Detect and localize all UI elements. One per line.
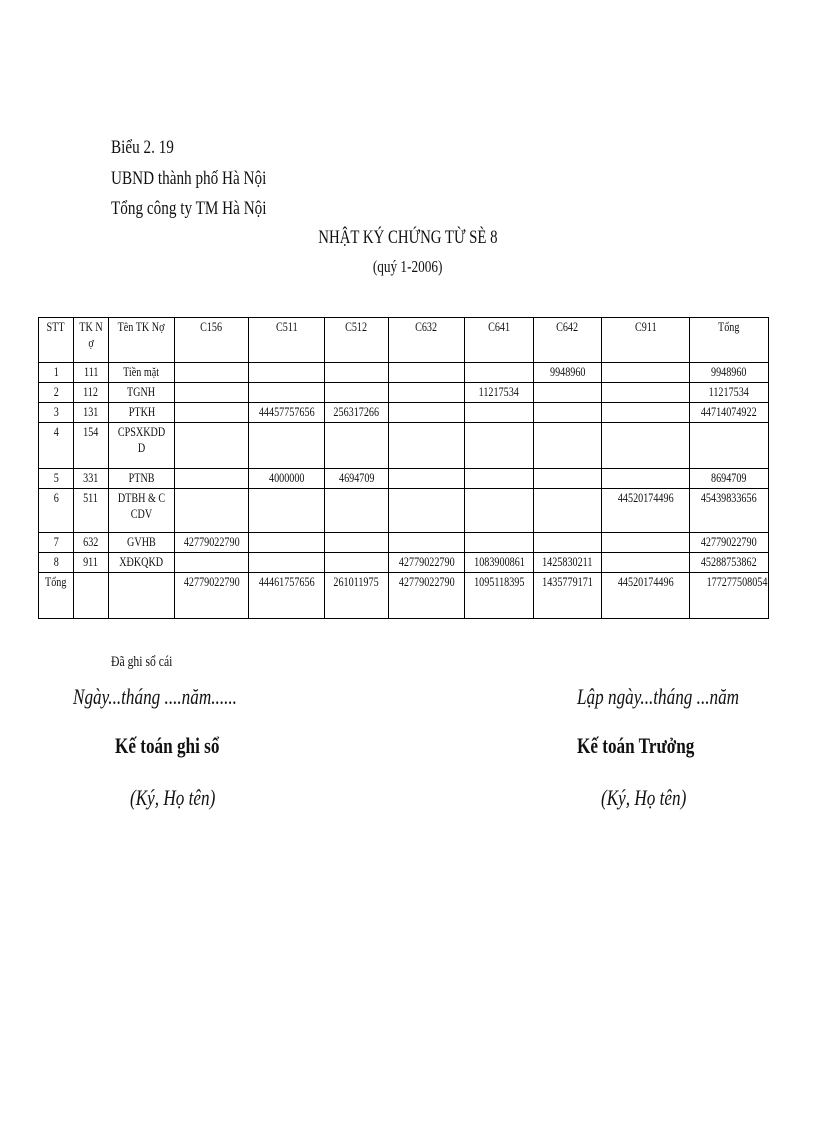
table-row bbox=[39, 533, 769, 553]
table-row bbox=[39, 383, 769, 403]
table-cell: 4694709 bbox=[325, 469, 389, 489]
ledger-note: Đã ghi sổ cái bbox=[111, 654, 173, 670]
table-cell: 44714074922 bbox=[690, 403, 769, 423]
table-cell: CPSXKDD D bbox=[109, 423, 175, 469]
table-cell bbox=[389, 383, 465, 403]
table-cell: 154 bbox=[74, 423, 109, 469]
table-cell: 42779022790 bbox=[389, 553, 465, 573]
table-cell bbox=[602, 533, 690, 553]
table-cell: 4000000 bbox=[249, 469, 325, 489]
table-cell bbox=[249, 383, 325, 403]
table-cell: 44520174496 bbox=[602, 489, 690, 533]
table-cell: 42779022790 bbox=[175, 573, 249, 619]
table-cell bbox=[534, 489, 602, 533]
header-cell: STT bbox=[39, 318, 74, 363]
table-cell: 6 bbox=[39, 489, 74, 533]
table-cell bbox=[602, 363, 690, 383]
header-cell: C911 bbox=[602, 318, 690, 363]
table-cell bbox=[175, 363, 249, 383]
table-row bbox=[39, 489, 769, 533]
table-cell: 45439833656 bbox=[690, 489, 769, 533]
table-cell bbox=[249, 363, 325, 383]
table-cell: 1435779171 bbox=[534, 573, 602, 619]
table-cell bbox=[465, 469, 534, 489]
table-cell: 5 bbox=[39, 469, 74, 489]
table-cell bbox=[325, 489, 389, 533]
table-cell bbox=[389, 403, 465, 423]
table-cell bbox=[325, 423, 389, 469]
table-cell: 44520174496 bbox=[602, 573, 690, 619]
table-cell bbox=[465, 489, 534, 533]
table-cell bbox=[249, 489, 325, 533]
table-cell bbox=[465, 363, 534, 383]
table-cell bbox=[534, 383, 602, 403]
table-cell bbox=[534, 469, 602, 489]
header-cell: C156 bbox=[175, 318, 249, 363]
table-header-row bbox=[39, 318, 769, 363]
right-sign-instruction: (Ký, Họ tên) bbox=[601, 785, 687, 810]
table-cell: 8 bbox=[39, 553, 74, 573]
left-sign-instruction: (Ký, Họ tên) bbox=[130, 785, 216, 810]
table-cell bbox=[465, 423, 534, 469]
header-cell: TK Nợ bbox=[74, 318, 109, 363]
table-cell: 331 bbox=[74, 469, 109, 489]
table-cell: 1 bbox=[39, 363, 74, 383]
header-cell: C632 bbox=[389, 318, 465, 363]
table-cell: 42779022790 bbox=[389, 573, 465, 619]
table-cell: GVHB bbox=[109, 533, 175, 553]
header-cell: Tổng bbox=[690, 318, 769, 363]
table-cell: 632 bbox=[74, 533, 109, 553]
page-title: NHẬT KÝ CHỨNG TỪ SÈ 8 bbox=[318, 227, 498, 248]
table-cell bbox=[389, 363, 465, 383]
table-cell bbox=[690, 423, 769, 469]
table-cell: 2 bbox=[39, 383, 74, 403]
table-cell bbox=[325, 553, 389, 573]
table-cell: TGNH bbox=[109, 383, 175, 403]
table-cell bbox=[325, 363, 389, 383]
left-signer-title: Kế toán ghi sổ bbox=[115, 733, 220, 758]
table-cell: 131 bbox=[74, 403, 109, 423]
form-number: Biểu 2. 19 bbox=[111, 137, 174, 158]
table-cell: XĐKQKD bbox=[109, 553, 175, 573]
table-cell: 1083900861 bbox=[465, 553, 534, 573]
left-date-line: Ngày...tháng ....năm...... bbox=[73, 684, 237, 709]
table-cell bbox=[602, 469, 690, 489]
table-cell: 45288753862 bbox=[690, 553, 769, 573]
table-cell: DTBH & CCDV bbox=[109, 489, 175, 533]
table-row bbox=[39, 469, 769, 489]
table-cell bbox=[325, 533, 389, 553]
table-cell: 8694709 bbox=[690, 469, 769, 489]
right-date-line: Lập ngày...tháng ...năm bbox=[577, 684, 740, 709]
table-cell bbox=[465, 403, 534, 423]
header-cell: C511 bbox=[249, 318, 325, 363]
table-cell bbox=[534, 403, 602, 423]
table-cell: 4 bbox=[39, 423, 74, 469]
table-cell bbox=[389, 469, 465, 489]
table-cell bbox=[389, 489, 465, 533]
table-cell: 9948960 bbox=[690, 363, 769, 383]
header-cell: C642 bbox=[534, 318, 602, 363]
table-row bbox=[39, 363, 769, 383]
table-cell bbox=[465, 533, 534, 553]
table-cell: 9948960 bbox=[534, 363, 602, 383]
period-subtitle: (quý 1-2006) bbox=[373, 257, 443, 276]
authority-name: UBND thành phố Hà Nội bbox=[111, 168, 267, 189]
table-cell bbox=[602, 423, 690, 469]
table-cell bbox=[109, 573, 175, 619]
table-cell bbox=[534, 423, 602, 469]
table-total-row bbox=[39, 573, 769, 619]
table-cell bbox=[602, 403, 690, 423]
table-cell bbox=[175, 423, 249, 469]
table-row bbox=[39, 423, 769, 469]
table-cell: 111 bbox=[74, 363, 109, 383]
table-cell: 256317266 bbox=[325, 403, 389, 423]
right-signer-title: Kế toán Trưởng bbox=[577, 733, 695, 758]
table-cell bbox=[602, 383, 690, 403]
company-name: Tổng công ty TM Hà Nội bbox=[111, 198, 267, 219]
table-cell: 177277508054 bbox=[690, 573, 769, 619]
table-cell bbox=[175, 489, 249, 533]
table-cell bbox=[249, 533, 325, 553]
table-cell: 42779022790 bbox=[175, 533, 249, 553]
table-row bbox=[39, 553, 769, 573]
header-cell: C641 bbox=[465, 318, 534, 363]
table-cell bbox=[175, 469, 249, 489]
table-cell bbox=[175, 383, 249, 403]
table-cell bbox=[175, 553, 249, 573]
table-cell: PTKH bbox=[109, 403, 175, 423]
journal-table bbox=[38, 317, 769, 619]
header-cell: Tên TK Nợ bbox=[109, 318, 175, 363]
table-cell bbox=[249, 553, 325, 573]
table-cell: Tiền mặt bbox=[109, 363, 175, 383]
table-cell bbox=[74, 573, 109, 619]
table-cell bbox=[602, 553, 690, 573]
table-cell bbox=[389, 423, 465, 469]
table-cell: 911 bbox=[74, 553, 109, 573]
table-cell: 42779022790 bbox=[690, 533, 769, 553]
table-cell: 11217534 bbox=[465, 383, 534, 403]
table-cell: 3 bbox=[39, 403, 74, 423]
table-cell bbox=[389, 533, 465, 553]
table-cell: PTNB bbox=[109, 469, 175, 489]
table-cell bbox=[534, 533, 602, 553]
table-cell: 112 bbox=[74, 383, 109, 403]
table-cell: 44457757656 bbox=[249, 403, 325, 423]
table-cell: 7 bbox=[39, 533, 74, 553]
table-cell: 511 bbox=[74, 489, 109, 533]
table-cell bbox=[175, 403, 249, 423]
header-cell: C512 bbox=[325, 318, 389, 363]
table-cell: 1095118395 bbox=[465, 573, 534, 619]
table-cell: 261011975 bbox=[325, 573, 389, 619]
table-cell: 11217534 bbox=[690, 383, 769, 403]
table-row bbox=[39, 403, 769, 423]
table-cell bbox=[325, 383, 389, 403]
table-cell bbox=[249, 423, 325, 469]
table-cell: 44461757656 bbox=[249, 573, 325, 619]
table-cell: Tổng bbox=[39, 573, 74, 619]
table-cell: 1425830211 bbox=[534, 553, 602, 573]
